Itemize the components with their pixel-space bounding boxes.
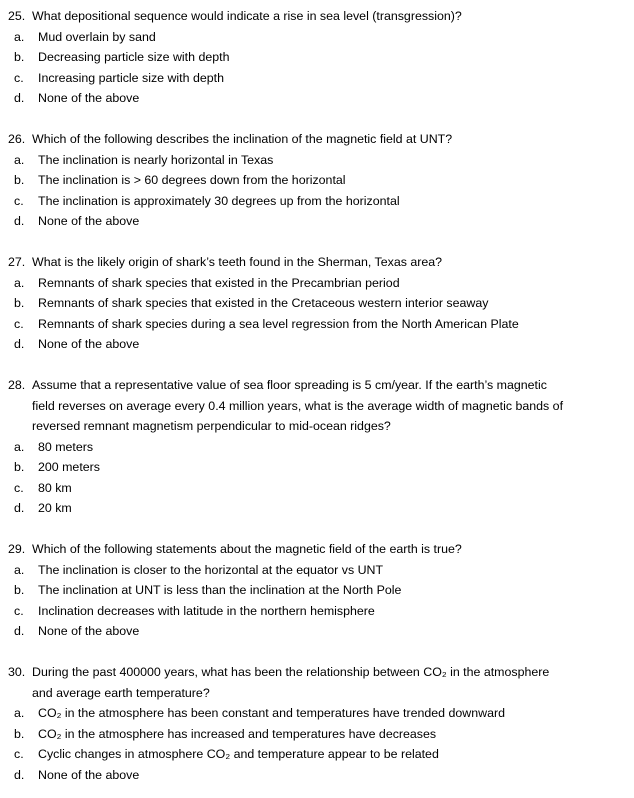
option-text: Remnants of shark species that existed in the Precambrian period — [38, 275, 400, 290]
option-text: CO₂ in the atmosphere has increased and temperatures have decreases — [38, 726, 437, 741]
option-text: Remnants of shark species during a sea level regression from the North American Plate — [38, 316, 519, 331]
option-text: Decreasing particle size with depth — [38, 50, 230, 64]
option-text: The inclination is closer to the horizontal at the equator vs UNT — [38, 562, 384, 577]
option-letter: a. — [14, 439, 25, 454]
option-text: Cyclic changes in atmosphere CO₂ and temperature appear to be related — [38, 747, 439, 761]
option-letter: c. — [14, 193, 24, 208]
option-text: Remnants of shark species that existed in the Cretaceous western interior seaway — [38, 296, 489, 310]
option-letter: c. — [14, 603, 24, 618]
option-letter: c. — [14, 480, 24, 495]
option-text: The inclination is > 60 degrees down from the horizontal — [38, 173, 346, 187]
option-text: None of the above — [38, 767, 140, 782]
question-text: Which of the following statements about the magnetic field of the earth is true? — [32, 542, 462, 556]
question-text-continued: reversed remnant magnetism perpendicular to mid-ocean ridges? — [32, 419, 391, 433]
option-letter: a. — [14, 562, 25, 577]
option-letter: b. — [14, 173, 25, 187]
question-number: 29. — [8, 542, 26, 556]
option-text: The inclination is nearly horizontal in Texas — [38, 152, 274, 167]
option-text: Increasing particle size with depth — [38, 70, 224, 85]
question-number: 25. — [8, 9, 26, 23]
option-text: Inclination decreases with latitude in the northern hemisphere — [38, 603, 375, 618]
option-text: 20 km — [38, 501, 72, 515]
option-letter: c. — [14, 747, 24, 761]
question-number: 28. — [8, 378, 26, 392]
question-number: 26. — [8, 132, 26, 146]
option-text: 80 km — [38, 480, 72, 495]
question-number: 27. — [8, 255, 26, 269]
option-letter: a. — [14, 275, 25, 290]
option-letter: b. — [14, 460, 25, 474]
question-text: During the past 400000 years, what has been the relationship between CO₂ in the atmosphere — [32, 665, 550, 679]
option-letter: b. — [14, 726, 25, 741]
question-text: Which of the following describes the inclination of the magnetic field at UNT? — [32, 132, 453, 146]
option-letter: b. — [14, 296, 25, 310]
option-text: None of the above — [38, 214, 140, 228]
question-text-continued: field reverses on average every 0.4 million years, what is the average width of magnetic bands of — [32, 398, 564, 413]
option-text: None of the above — [38, 337, 140, 351]
option-letter: c. — [14, 316, 24, 331]
question-number: 30. — [8, 665, 26, 679]
option-text: CO₂ in the atmosphere has been constant and temperatures have trended downward — [38, 706, 505, 720]
option-letter: d. — [14, 337, 25, 351]
option-text: 200 meters — [38, 460, 100, 474]
question-text: What depositional sequence would indicate a rise in sea level (transgression)? — [32, 9, 462, 23]
option-letter: a. — [14, 29, 25, 44]
option-letter: d. — [14, 91, 25, 105]
option-text: Mud overlain by sand — [38, 29, 156, 44]
option-letter: d. — [14, 624, 25, 638]
question-text: Assume that a representative value of sea floor spreading is 5 cm/year. If the earth’s magnetic — [32, 378, 547, 392]
option-letter: d. — [14, 767, 25, 782]
option-letter: a. — [14, 152, 25, 167]
option-text: The inclination is approximately 30 degrees up from the horizontal — [38, 193, 400, 208]
option-letter: b. — [14, 50, 25, 64]
question-text: What is the likely origin of shark’s teeth found in the Sherman, Texas area? — [32, 255, 443, 269]
option-letter: d. — [14, 214, 25, 228]
option-text: None of the above — [38, 624, 140, 638]
option-text: 80 meters — [38, 439, 94, 454]
question-text-continued: and average earth temperature? — [32, 685, 210, 700]
option-letter: d. — [14, 501, 25, 515]
option-letter: b. — [14, 583, 25, 597]
option-text: The inclination at UNT is less than the inclination at the North Pole — [38, 583, 402, 597]
option-letter: c. — [14, 70, 24, 85]
option-text: None of the above — [38, 91, 140, 105]
option-letter: a. — [14, 706, 25, 720]
